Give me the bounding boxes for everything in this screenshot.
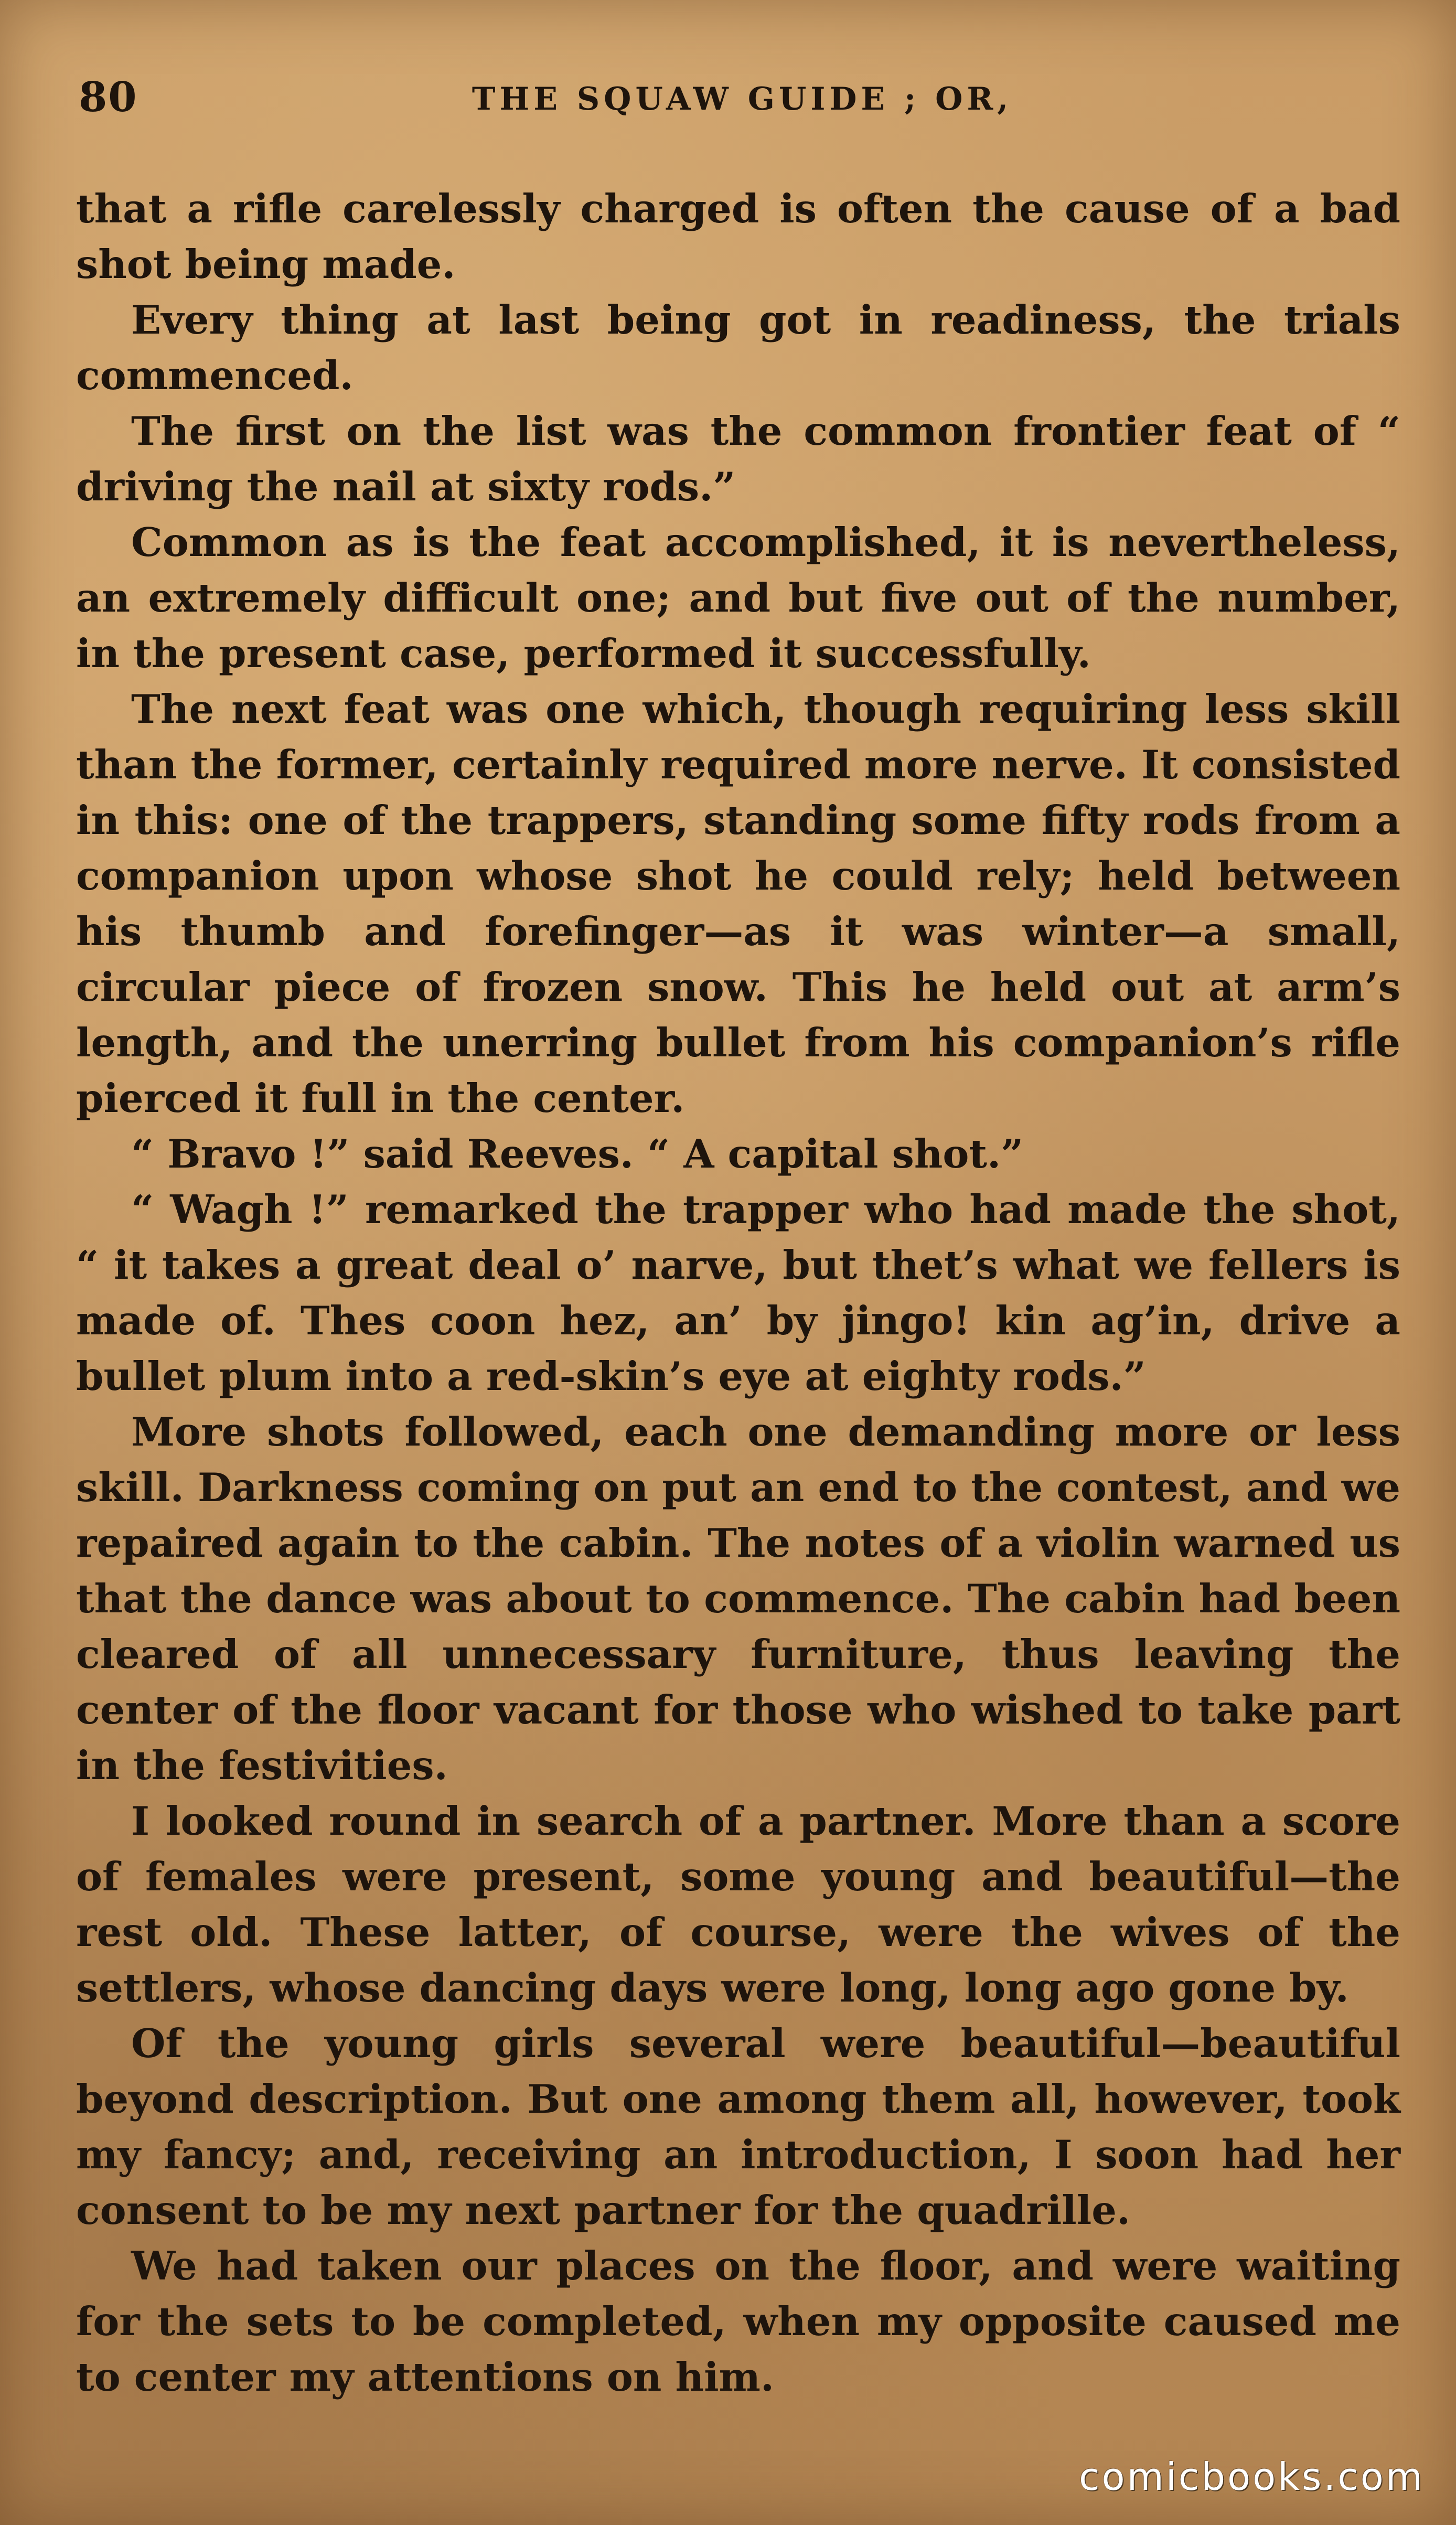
paragraph-2: Every thing at last being got in readiness, the trials commenced. [76,297,1400,399]
watermark: comicbooks.com [1078,2455,1425,2499]
paragraph-5: The next feat was one which, though requiring less skill than the former, certainly required more nerve. It consisted in this: one of the trappers, standing some fifty rods from a companion upon whose shot he could rely; held between his thumb and forefinger—as it was winter—a small, circular piece of frozen snow. This he held out at arm’s length, and the unerring bullet from his companion’s rifle pierced it full in the center. [76,686,1400,1121]
paragraph-7: “ Wagh !” remarked the trapper who had made the shot, “ it takes a great deal o’ narve, but thet’s what we fellers is made of. Thes coon hez, an’ by jingo! kin ag’in, drive a bullet plum into a red-skin’s eye at eighty rods.” [76,1186,1400,1399]
paragraph-6: “ Bravo !” said Reeves. “ A capital shot.” [131,1131,1024,1177]
running-head: THE SQUAW GUIDE ; OR, [472,81,1013,117]
paragraph-8: More shots followed, each one demanding more or less skill. Darkness coming on put an end to the contest, and we repaired again to the cabin. The notes of a violin warned us that the dance was about to commence. The cabin had been cleared of all unnecessary furniture, thus leaving the center of the floor vacant for those who wished to take part in the festivities. [76,1409,1400,1789]
paragraph-3: The first on the list was the common frontier feat of “ driving the nail at sixty rods.” [76,408,1400,510]
paragraph-10: Of the young girls several were beautiful—beautiful beyond description. But one among them all, however, took my fancy; and, receiving an introduction, I soon had her consent to be my next partner for the quadrille. [76,2020,1400,2233]
paragraph-11: We had taken our places on the floor, and were waiting for the sets to be completed, when my opposite caused me to center my attentions on him. [76,2243,1400,2400]
paragraph-4: Common as is the feat accomplished, it is nevertheless, an extremely difficult one; and but five out of the number, in the present case, performed it successfully. [76,519,1400,677]
paragraph-1: that a rifle carelessly charged is often the cause of a bad shot being made. [76,186,1400,287]
page-header [79,73,1406,131]
page-number: 80 [79,73,138,121]
body-text [76,181,1400,2405]
paragraph-9: I looked round in search of a partner. More than a score of females were present, some young and beautiful—the rest old. These latter, of course, were the wives of the settlers, whose dancing days were long, long ago gone by. [76,1798,1400,2011]
